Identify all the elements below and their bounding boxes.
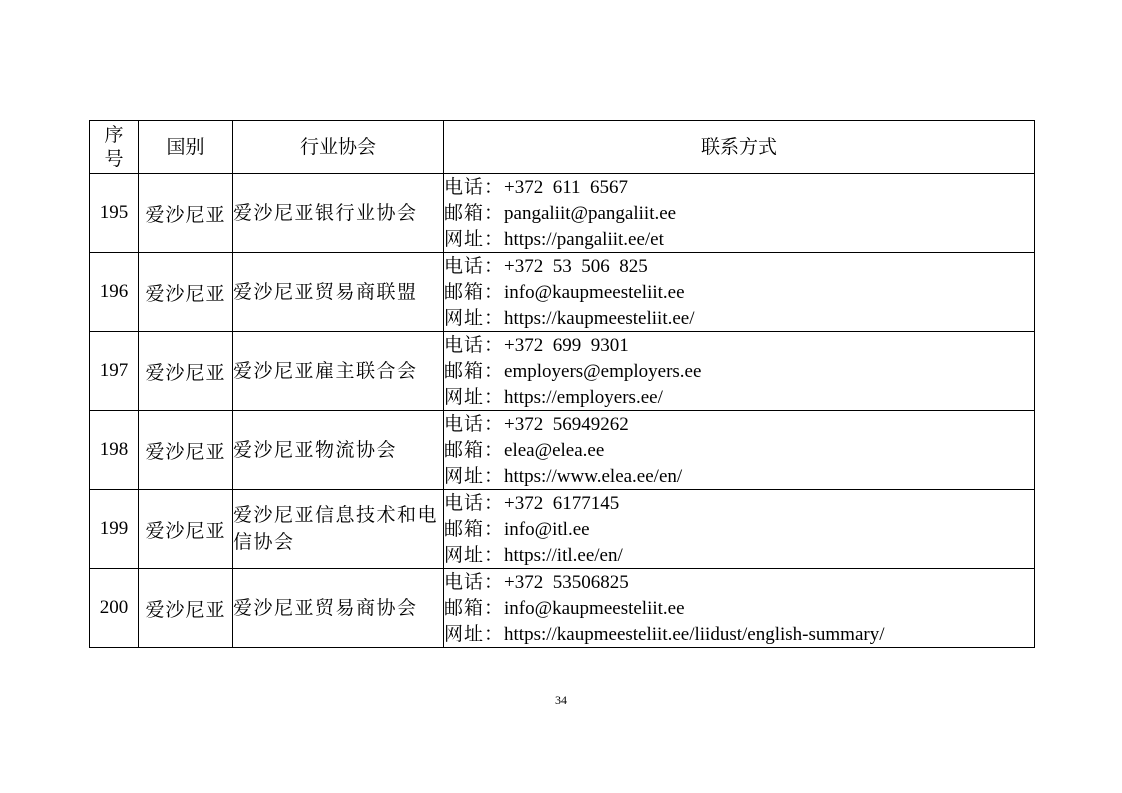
website-value: https://pangaliit.ee/et	[504, 229, 664, 250]
row-association: 爱沙尼亚物流协会	[233, 411, 444, 490]
phone-value: +372 56949262	[504, 414, 629, 435]
row-association: 爱沙尼亚贸易商联盟	[233, 253, 444, 332]
row-association: 爱沙尼亚信息技术和电信协会	[233, 490, 444, 569]
website-line	[444, 226, 1034, 252]
header-number-text: 序 号	[104, 124, 124, 170]
row-association: 爱沙尼亚贸易商协会	[233, 569, 444, 648]
row-association: 爱沙尼亚银行业协会	[233, 174, 444, 253]
website-label: 网址：	[444, 386, 505, 408]
row-number: 195	[90, 174, 139, 253]
email-value: pangaliit@pangaliit.ee	[504, 203, 677, 224]
row-number: 200	[90, 569, 139, 648]
phone-line	[444, 174, 1034, 200]
row-number: 196	[90, 253, 139, 332]
phone-label: 电话：	[444, 492, 505, 514]
phone-line	[444, 332, 1034, 358]
email-label: 邮箱：	[444, 518, 505, 540]
phone-value: +372 699 9301	[504, 335, 629, 356]
email-line	[444, 358, 1034, 384]
email-value: info@kaupmeesteliit.ee	[504, 598, 685, 619]
phone-line	[444, 253, 1034, 279]
website-line	[444, 305, 1034, 331]
row-number: 198	[90, 411, 139, 490]
email-line	[444, 595, 1034, 621]
row-number: 197	[90, 332, 139, 411]
row-country: 爱沙尼亚	[139, 174, 233, 253]
website-line	[444, 463, 1034, 489]
row-country: 爱沙尼亚	[139, 253, 233, 332]
email-value: info@kaupmeesteliit.ee	[504, 282, 685, 303]
email-line	[444, 437, 1034, 463]
phone-label: 电话：	[444, 571, 505, 593]
website-label: 网址：	[444, 228, 505, 250]
table-row	[90, 490, 1035, 569]
row-country: 爱沙尼亚	[139, 569, 233, 648]
header-number	[90, 121, 139, 174]
row-contact	[444, 253, 1035, 332]
phone-label: 电话：	[444, 413, 505, 435]
table-row	[90, 411, 1035, 490]
website-value: https://employers.ee/	[504, 387, 663, 408]
table-row	[90, 253, 1035, 332]
phone-label: 电话：	[444, 334, 505, 356]
phone-line	[444, 411, 1034, 437]
header-country: 国别	[139, 121, 233, 174]
website-label: 网址：	[444, 465, 505, 487]
table-row	[90, 569, 1035, 648]
association-table	[89, 120, 1035, 648]
website-line	[444, 542, 1034, 568]
phone-value: +372 53506825	[504, 572, 629, 593]
email-label: 邮箱：	[444, 202, 505, 224]
row-contact	[444, 332, 1035, 411]
email-label: 邮箱：	[444, 597, 505, 619]
row-association: 爱沙尼亚雇主联合会	[233, 332, 444, 411]
website-value: https://kaupmeesteliit.ee/liidust/english-summary/	[504, 624, 885, 645]
website-value: https://itl.ee/en/	[504, 545, 623, 566]
email-value: elea@elea.ee	[504, 440, 605, 461]
website-value: https://www.elea.ee/en/	[504, 466, 683, 487]
phone-value: +372 6177145	[504, 493, 620, 514]
phone-value: +372 611 6567	[504, 177, 629, 198]
website-line	[444, 384, 1034, 410]
row-country: 爱沙尼亚	[139, 332, 233, 411]
website-value: https://kaupmeesteliit.ee/	[504, 308, 695, 329]
website-label: 网址：	[444, 623, 505, 645]
header-association: 行业协会	[233, 121, 444, 174]
row-contact	[444, 411, 1035, 490]
email-label: 邮箱：	[444, 281, 505, 303]
email-value: info@itl.ee	[504, 519, 590, 540]
row-contact	[444, 174, 1035, 253]
row-number: 199	[90, 490, 139, 569]
row-country: 爱沙尼亚	[139, 411, 233, 490]
page-number: 34	[555, 693, 567, 707]
phone-line	[444, 569, 1034, 595]
phone-value: +372 53 506 825	[504, 256, 648, 277]
row-contact	[444, 569, 1035, 648]
table-row	[90, 332, 1035, 411]
table-row	[90, 174, 1035, 253]
header-contact: 联系方式	[444, 121, 1035, 174]
website-label: 网址：	[444, 544, 505, 566]
phone-label: 电话：	[444, 255, 505, 277]
email-line	[444, 516, 1034, 542]
table-header-row	[90, 121, 1035, 174]
website-label: 网址：	[444, 307, 505, 329]
email-value: employers@employers.ee	[504, 361, 702, 382]
email-label: 邮箱：	[444, 360, 505, 382]
row-contact	[444, 490, 1035, 569]
phone-line	[444, 490, 1034, 516]
website-line	[444, 621, 1034, 647]
phone-label: 电话：	[444, 176, 505, 198]
email-label: 邮箱：	[444, 439, 505, 461]
row-country: 爱沙尼亚	[139, 490, 233, 569]
email-line	[444, 279, 1034, 305]
email-line	[444, 200, 1034, 226]
